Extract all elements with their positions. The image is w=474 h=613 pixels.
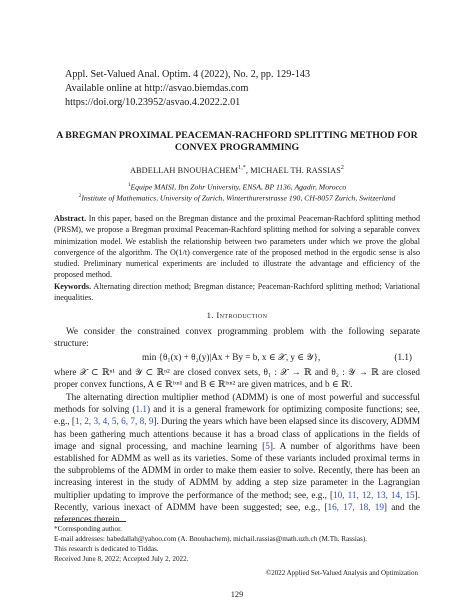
equation-number: (1.1): [394, 352, 412, 362]
citation-link[interactable]: 5: [265, 440, 270, 451]
title-line-2: CONVEX PROGRAMMING: [174, 142, 300, 154]
affiliation-1: $^1$Equipe MAISI, Ibn Zohr University, ENSA, BP 1136, Agadir, Morocco: [127, 182, 347, 192]
copyright-notice: ©2022 Applied Set-Valued Analysis and Optimization: [265, 569, 418, 577]
section-heading: [0, 310, 474, 320]
intro-paragraph-1: We consider the constrained convex programming problem with the following separate structure:: [54, 326, 420, 349]
section-number: 1.: [206, 310, 217, 320]
page-number: 129: [230, 590, 244, 599]
footnotes: [54, 524, 434, 564]
footnote-received: Received June 8, 2022; Accepted July 2, 2022.: [54, 555, 189, 563]
footnote-emails: E-mail addresses: babedallah@yahoo.com (A. Bnouhachem), michail.rassias@math.uzh.ch (M.Th. Rassias).: [54, 535, 368, 543]
equation-expression: min {θ₁(x) + θ₂(y)|Ax + By = b, x ∈ 𝒳, y ∈ 𝒴},: [142, 352, 321, 362]
intro-paragraph-2: where 𝒳 ⊂ ℝⁿ¹ and 𝒴 ⊂ ℝⁿ² are closed convex sets, θ₁ : 𝒳 → ℝ and θ₂ : 𝒴 → ℝ are closed proper convex functions, A ∈ ℝˡˣⁿ¹ and B ∈ ℝˡˣⁿ² are given matrices, and b ∈ ℝˡ.: [54, 367, 420, 390]
author-2-marker: 2: [340, 165, 345, 171]
affiliation-2: $^2$Institute of Mathematics, University of Zurich, Winterthurerstrasse 190, CH-8057 Zurich, Switzerland: [78, 193, 396, 203]
keywords-text: Alternating direction method; Bregman distance; Peaceman-Rachford splitting method; Variational inequalities.: [54, 282, 420, 303]
title-line-1: A BREGMAN PROXIMAL PEACEMAN-RACHFORD SPLITTING METHOD FOR: [56, 130, 418, 141]
abstract-text: In this paper, based on the Bregman distance and the proximal Peaceman-Rachford splitting method (PRSM), we propose a Bregman proximal Peaceman-Rachford splitting method for solving a separable convex minimization model. We establish the relationship between two parameters under which we prove the global convergence of the algorithm. The O(1/t) convergence rate of the proposed method in the ergodic sense is also studied. Preliminary numerical experiments are included to illustrate the advantage and efficiency of the proposed method.: [54, 214, 420, 280]
abstract: [54, 213, 420, 281]
equation-ref-link[interactable]: 1.1: [135, 404, 147, 415]
author-1: ABDELLAH BNOUHACHEM: [129, 165, 239, 175]
doi-link[interactable]: https://doi.org/10.23952/asvao.4.2022.2.01: [65, 96, 241, 108]
footnote-divider: [54, 521, 126, 522]
citation-links[interactable]: 1, 2, 3, 4, 5, 6, 7, 8, 9: [74, 416, 154, 427]
citation-links[interactable]: 16, 17, 18, 19: [327, 501, 384, 512]
journal-citation: Appl. Set-Valued Anal. Optim. 4 (2022), No. 2, pp. 129-143: [65, 69, 311, 80]
section-title: Introduction: [216, 310, 268, 320]
journal-header: [65, 68, 310, 109]
journal-url[interactable]: Available online at http://asvao.biemdas.com: [65, 82, 249, 94]
keywords-label: Keywords.: [54, 282, 92, 291]
citation-links[interactable]: 10, 11, 12, 13, 14, 15: [333, 489, 415, 500]
authors-line: [0, 165, 474, 175]
author-1-marker: 1,*: [238, 165, 246, 171]
intro-paragraph-3: The alternating direction multiplier method (ADMM) is one of most powerful and successful methods for solving (1.1) and it is a general framework for optimizing composite functions; see, e.g., [1, 2, 3, 4, 5, 6, 7, 8, 9]. During the years which have been elapsed since its discovery, ADMM has been gathering much attentions because it has a broad class of applications in the fields of image and signal processing, and machine learning [5]. A number of algorithms have been established for ADMM as well as its varieties. Some of these variants included proximal terms in the subproblems of the ADMM in order to make them easier to solve. Recently, there has been an increasing interest in the study of ADMM by adding a step size parameter in the Lagrangian multiplier updating to improve the performance of the method; see, e.g., [10, 11, 12, 13, 14, 15]. Recently, various inexact of ADMM have been suggested; see, e.g., [16, 17, 18, 19] and the references therein.: [54, 392, 421, 525]
footnote-corresponding: *Corresponding author.: [54, 525, 122, 533]
paper-title: [20, 130, 454, 155]
keywords: [54, 281, 420, 304]
abstract-label: Abstract.: [54, 214, 87, 223]
author-2: , MICHAEL TH. RASSIAS: [245, 165, 341, 175]
footnote-dedication: This research is dedicated to Tiddas.: [54, 545, 159, 553]
